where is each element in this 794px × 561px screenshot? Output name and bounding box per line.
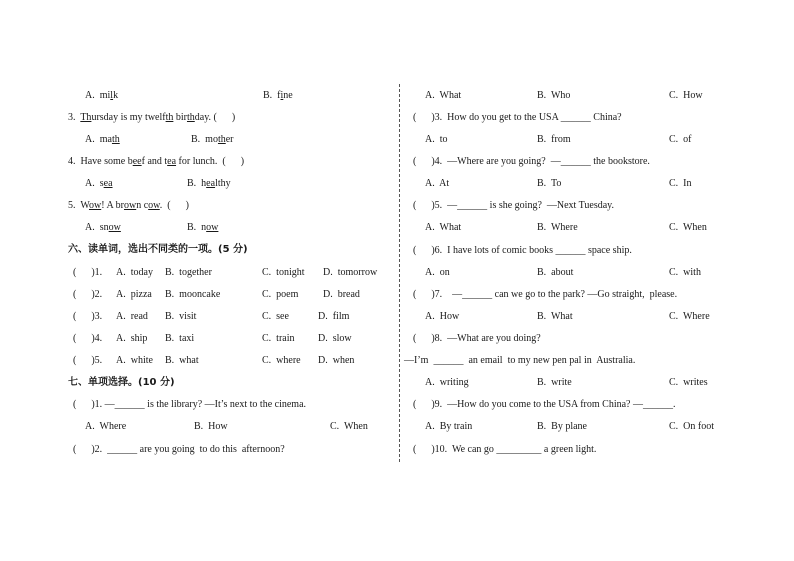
- l-q2-option-b: B. fine: [263, 90, 293, 101]
- section6-title: 六、读单词，选出不同类的一项。(5 分): [68, 244, 248, 255]
- s7-q2-question: ( )2. ______ are you going to do this afternoon?: [73, 444, 285, 455]
- s6-row1-number: ( )1.: [73, 267, 103, 278]
- s7-q1-option-b: B. How: [194, 421, 228, 432]
- r-q9-option-a: A. By train: [425, 421, 473, 432]
- s6-row2-d: D. bread: [323, 289, 360, 300]
- r-q5-option-b: B. Where: [537, 222, 578, 233]
- r-q4-option-c: C. In: [669, 178, 692, 189]
- s6-row2-c: C. poem: [262, 289, 299, 300]
- l-q3-question: 3. Thursday is my twelfth birthday. ( ): [68, 112, 236, 123]
- r-q4-option-b: B. To: [537, 178, 562, 189]
- l-q4-question: 4. Have some beef and tea for lunch. ( ): [68, 156, 245, 167]
- s7-q1-question: ( )1. —______ is the library? —It’s next to the cinema.: [73, 399, 307, 410]
- s6-row1-a: A. today: [116, 267, 153, 278]
- s6-row1-d: D. tomorrow: [323, 267, 378, 278]
- r-q10-question: ( )10. We can go _________ a green light.: [413, 444, 597, 455]
- s6-row5-c: C. where: [262, 355, 301, 366]
- l-q5-question: 5. Wow! A brown cow. ( ): [68, 200, 189, 211]
- l-q3-option-b: B. mother: [191, 134, 234, 145]
- r-q3-option-c: C. of: [669, 134, 692, 145]
- r-q5-question: ( )5. —______ is she going? —Next Tuesday.: [413, 200, 615, 211]
- r-q7-option-a: A. How: [425, 311, 460, 322]
- r-q8-option-a: A. writing: [425, 377, 469, 388]
- s6-row5-b: B. what: [165, 355, 199, 366]
- r-q7-option-c: C. Where: [669, 311, 710, 322]
- r-q3-question: ( )3. How do you get to the USA ______ China?: [413, 112, 622, 123]
- r-q6-option-c: C. with: [669, 267, 701, 278]
- r-q3-option-b: B. from: [537, 134, 571, 145]
- r-q6-option-b: B. about: [537, 267, 574, 278]
- s6-row4-c: C. train: [262, 333, 295, 344]
- l-q4-option-b: B. healthy: [187, 178, 231, 189]
- column-divider: [399, 84, 401, 462]
- r-q2-option-a: A. What: [425, 90, 462, 101]
- s7-q1-option-c: C. When: [330, 421, 368, 432]
- l-q2-option-a: A. milk: [85, 90, 119, 101]
- l-q3-option-a: A. math: [85, 134, 120, 145]
- s6-row5-a: A. white: [116, 355, 153, 366]
- l-q5-option-b: B. now: [187, 222, 219, 233]
- r-q8-option-c: C. writes: [669, 377, 708, 388]
- s6-row3-c: C. see: [262, 311, 289, 322]
- s6-row2-number: ( )2.: [73, 289, 103, 300]
- l-q5-option-a: A. snow: [85, 222, 121, 233]
- r-q8-option-b: B. write: [537, 377, 572, 388]
- s6-row4-number: ( )4.: [73, 333, 103, 344]
- s6-row1-b: B. together: [165, 267, 212, 278]
- section7-title: 七、单项选择。(10 分): [68, 377, 175, 388]
- r-q9-option-c: C. On foot: [669, 421, 714, 432]
- s6-row3-b: B. visit: [165, 311, 197, 322]
- r-q2-option-b: B. Who: [537, 90, 571, 101]
- s6-row4-a: A. ship: [116, 333, 148, 344]
- s6-row3-number: ( )3.: [73, 311, 103, 322]
- s6-row2-b: B. mooncake: [165, 289, 221, 300]
- r-q3-option-a: A. to: [425, 134, 448, 145]
- r-q9-question: ( )9. —How do you come to the USA from China? —______.: [413, 399, 676, 410]
- s6-row4-d: D. slow: [318, 333, 352, 344]
- r-q7-question: ( )7. —______ can we go to the park? —Go straight, please.: [413, 289, 678, 300]
- r-q8-question: ( )8. —What are you doing?: [413, 333, 541, 344]
- r-q7-option-b: B. What: [537, 311, 573, 322]
- s6-row5-number: ( )5.: [73, 355, 103, 366]
- r-q4-option-a: A. At: [425, 178, 450, 189]
- s6-row1-c: C. tonight: [262, 267, 305, 278]
- r-q5-option-a: A. What: [425, 222, 462, 233]
- r-q6-question: ( )6. I have lots of comic books ______ space ship.: [413, 245, 632, 256]
- s6-row3-d: D. film: [318, 311, 350, 322]
- r-q2-option-c: C. How: [669, 90, 703, 101]
- r-q9-option-b: B. By plane: [537, 421, 587, 432]
- r-q5-option-c: C. When: [669, 222, 707, 233]
- s6-row5-d: D. when: [318, 355, 355, 366]
- r-q6-option-a: A. on: [425, 267, 450, 278]
- r-q8-answer-line: —I’m ______ an email to my new pen pal in Australia.: [404, 355, 636, 366]
- s6-row4-b: B. taxi: [165, 333, 195, 344]
- s6-row3-a: A. read: [116, 311, 148, 322]
- s6-row2-a: A. pizza: [116, 289, 152, 300]
- s7-q1-option-a: A. Where: [85, 421, 127, 432]
- l-q4-option-a: A. sea: [85, 178, 113, 189]
- r-q4-question: ( )4. —Where are you going? —______ the bookstore.: [413, 156, 650, 167]
